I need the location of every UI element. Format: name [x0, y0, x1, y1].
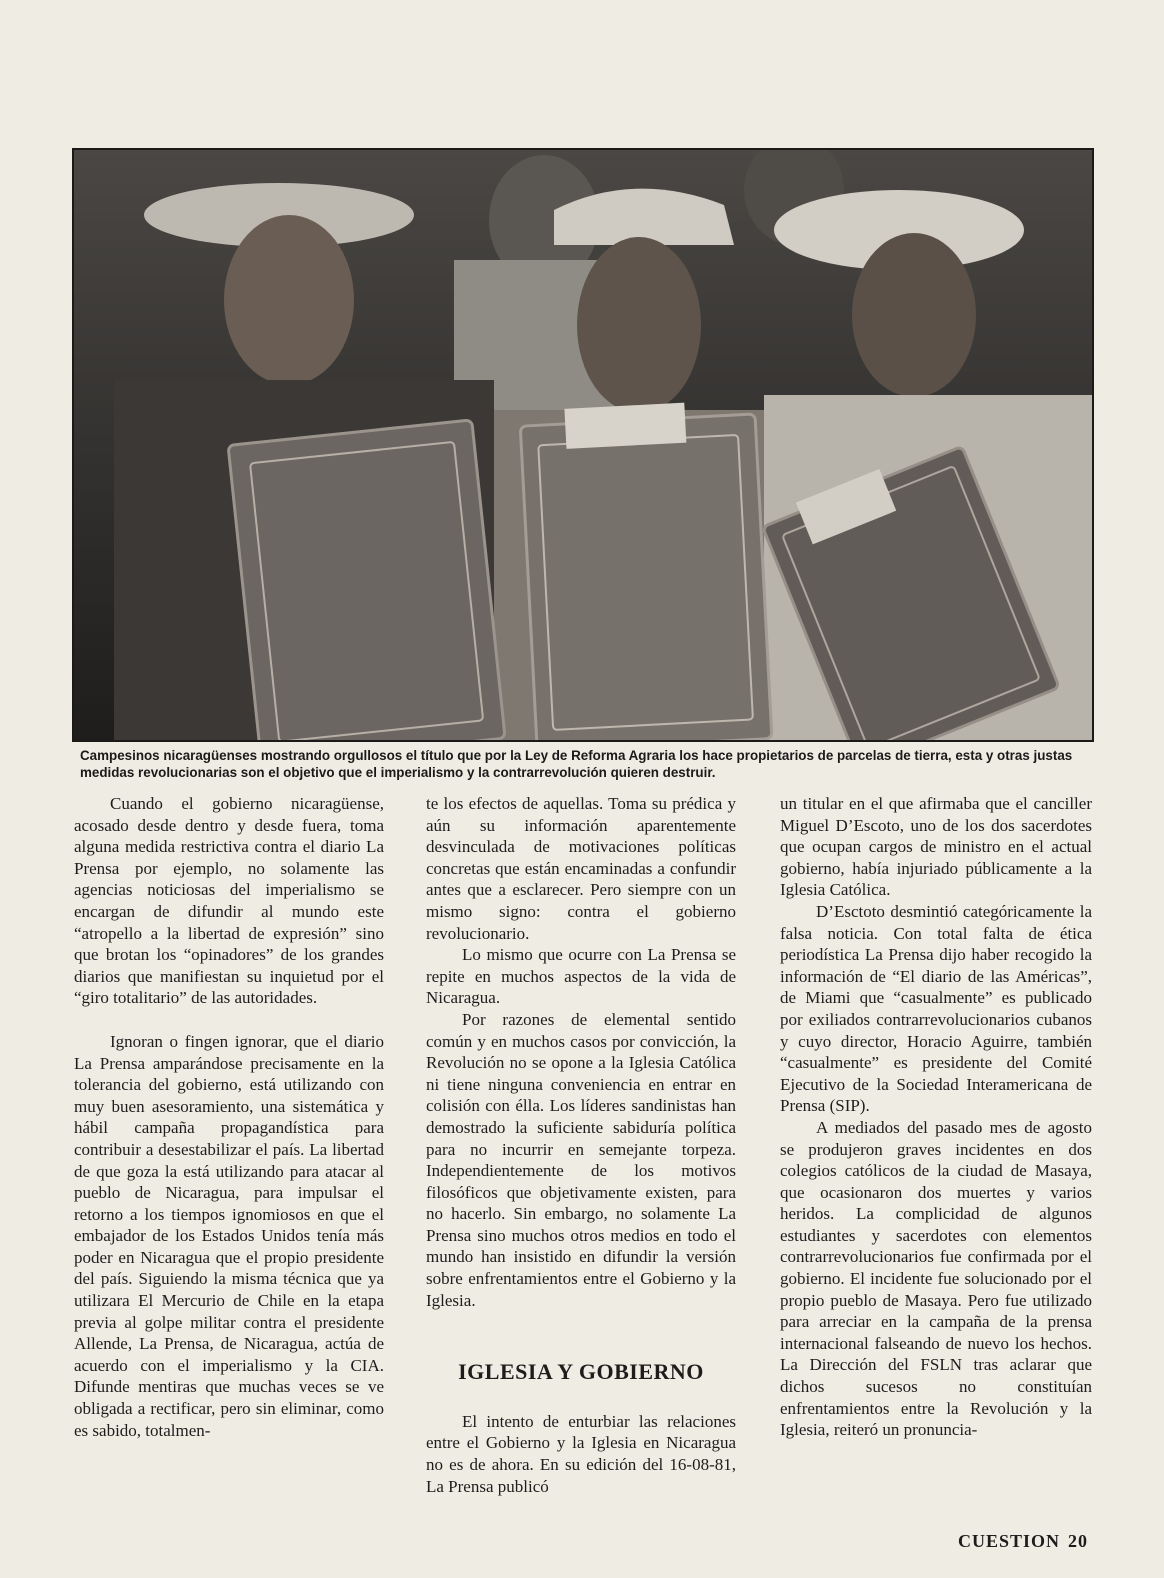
photo-caption: Campesinos nicaragüenses mostrando orgullosos el título que por la Ley de Reforma Agraria los hace propietarios de parcelas de tierra, esta y otras justas medidas revolucionarias son el objetivo que el imperialismo y la contrarrevolución quieren destruir.: [80, 748, 1073, 780]
article-column-1: [74, 793, 384, 1441]
magazine-name: CUESTION: [957, 1531, 1060, 1551]
paragraph: un titular en el que afirmaba que el canciller Miguel D’Escoto, uno de los dos sacerdotes que ocupan cargos de ministro en el actual gobierno, había injuriado públicamente a la Iglesia Católica.: [780, 794, 1092, 900]
paragraph: El intento de enturbiar las relaciones entre el Gobierno y la Iglesia en Nicaragua no es de ahora. En su edición del 16-08-81, La Prensa publicó: [426, 1411, 736, 1496]
section-heading: IGLESIA Y GOBIERNO: [458, 1359, 704, 1385]
paragraph: D’Esctoto desmintió categóricamente la falsa noticia. Con total falta de ética periodística La Prensa dijo haber recogido la información de “El diario de las Américas”, de Miami que “casualmente” es publicado por exiliados contrarrevolucionarios cubanos y cuyo director, Horacio Aguirre, también “casualmente” es presidente del Comité Ejecutivo de la Sociedad Interamericana de Prensa (SIP).: [780, 901, 1092, 1116]
paragraph: te los efectos de aquellas. Toma su prédica y aún su información aparentemente desvinculada de motivaciones políticas concretas que están encaminadas a confundir antes que a esclarecer. Pero siempre con un mismo signo: contra el gobierno revolucionario.: [426, 794, 736, 943]
news-photo: [72, 148, 1094, 742]
paragraph: Cuando el gobierno nicaragüense, acosado desde dentro y desde fuera, toma alguna medida restrictiva contra el diario La Prensa por ejemplo, no solamente las agencias noticiosas del imperialismo se encargan de difundir al mundo este “atropello a la libertad de expresión” sino que brotan los “opinadores” de los grandes diarios que manifiestan su inquietud por el “giro totalitario” de las autoridades.: [74, 794, 384, 1008]
paragraph: Ignoran o fingen ignorar, que el diario La Prensa amparándose precisamente en la tolerancia del gobierno, está utilizando con muy buen asesoramiento, una sistemática y hábil campaña propagandística para contribuir a desestabilizar el país. La libertad de que goza la está utilizando para atacar al pueblo de Nicaragua, para impulsar el retorno a los tiempos ignomiosos en que el embajador de los Estados Unidos tenía más poder en Nicaragua que el propio presidente del país. Siguiendo la misma técnica que ya utilizara El Mercurio de Chile en la etapa previa al golpe militar contra el presidente Allende, La Prensa, de Nicaragua, actúa de acuerdo con el imperialismo y la CIA. Difunde mentiras que muchas veces se ve obligada a rectificar, pero sin eliminar, como es sabido, totalmen-: [74, 1031, 384, 1440]
paragraph: A mediados del pasado mes de agosto se produjeron graves incidentes en dos colegios católicos de la ciudad de Masaya, que ocasionaron dos muertes y varios heridos. La complicidad de algunos estudiantes y sacerdotes con elementos contrarrevolucionarios fue confirmada por el gobierno. El incidente fue solucionado por el propio pueblo de Masaya. Pero fue utilizado para arreciar en la campaña de la prensa internacional falseando de nuevo los hechos. La Dirección del FSLN tras aclarar que dichos sucesos no constituían enfrentamientos entre la Revolución y la Iglesia, reiteró un pronuncia-: [780, 1117, 1092, 1440]
article-column-3: [780, 793, 1092, 1441]
page-footer: [958, 1531, 1088, 1552]
paragraph: Por razones de elemental sentido común y en muchos casos por convicción, la Revolución no se opone a la Iglesia Católica ni tiene ninguna conveniencia en entrar en colisión con élla. Los líderes sandinistas han demostrado la suficiente sabiduría política para no incurrir en semejante torpeza. Independientemente de los motivos filosóficos que objetivamente existen, para no hacerlo. Sin embargo, no solamente La Prensa sino muchos otros medios en todo el mundo han insistido en difundir la versión sobre enfrentamientos entre el Gobierno y la Iglesia.: [426, 1009, 736, 1310]
photo-placeholder-graphic: [74, 150, 1092, 740]
page-number: 20: [1068, 1531, 1088, 1551]
article-column-2: [426, 793, 736, 1497]
paragraph: Lo mismo que ocurre con La Prensa se repite en muchos aspectos de la vida de Nicaragua.: [426, 945, 736, 1008]
